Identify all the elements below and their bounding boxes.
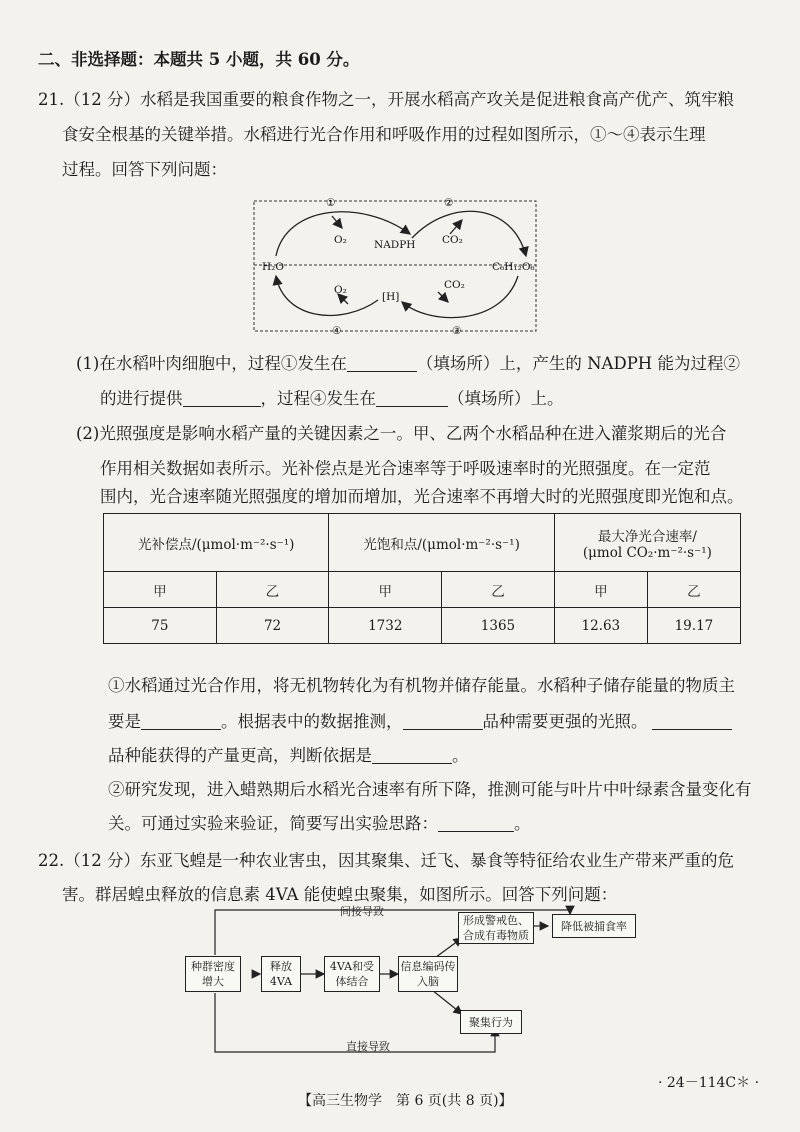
- q21-intro-line1: 21.（12 分）水稻是我国重要的粮食作物之一，开展水稻高产攻关是促进粮食高产优产、筑牢粮: [38, 90, 734, 109]
- q21-sub2-line3: 围内，光合速率随光照强度的增加而增加，光合速率不再增大时的光照强度即光饱和点。: [100, 487, 744, 506]
- box-aggregation-behavior: 聚集行为: [460, 1010, 522, 1034]
- header-max-rate: 最大净光合速率/ (μmol CO₂·m⁻²·s⁻¹): [554, 514, 740, 572]
- answer-blank-experiment-design[interactable]: [438, 815, 514, 833]
- box-signal-to-brain: 信息编码传入脑: [398, 956, 458, 992]
- arrow-process-2: [412, 211, 526, 256]
- q21-intro-line2: 食安全根基的关键举措。水稻进行光合作用和呼吸作用的过程如图所示，①～④表示生理: [62, 125, 706, 144]
- q21-sub1-line1: (1)在水稻叶肉细胞中，过程①发生在 （填场所）上，产生的 NADPH 能为过程②: [76, 354, 740, 373]
- box-4va-receptor-binding: 4VA和受体结合: [324, 956, 380, 992]
- table-cell: 75: [104, 608, 217, 644]
- light-data-table: [103, 513, 741, 644]
- table-variety-row: [104, 572, 741, 608]
- indirect-label: 间接导致: [340, 905, 384, 918]
- table-cell: 19.17: [647, 608, 740, 644]
- page-footer: 【高三生物学 第 6 页(共 8 页)】: [298, 1093, 513, 1109]
- answer-blank-storage-substance[interactable]: [141, 713, 221, 731]
- header-saturation: 光饱和点/(μmol·m⁻²·s⁻¹): [329, 514, 554, 572]
- table-cell: 甲: [104, 572, 217, 608]
- answer-blank-process1-site[interactable]: [347, 355, 417, 373]
- paper-code: · 24－114C＊ ·: [658, 1075, 760, 1091]
- label-co2-top: CO₂: [442, 234, 463, 246]
- direct-label: 直接导致: [346, 1040, 390, 1053]
- label-o2-bottom: O₂: [334, 284, 347, 296]
- table-cell: 1365: [442, 608, 555, 644]
- q21-sub2-line1: (2)光照强度是影响水稻产量的关键因素之一。甲、乙两个水稻品种在进入灌浆期后的光合: [76, 424, 727, 443]
- answer-blank-process4-site[interactable]: [376, 390, 448, 408]
- answer-blank-strong-light-variety[interactable]: [403, 713, 483, 731]
- q21-sub1-line2: 的进行提供 ，过程④发生在 （填场所）上。: [100, 389, 564, 408]
- table-cell: 乙: [647, 572, 740, 608]
- box-population-density: 种群密度增大: [185, 956, 241, 992]
- box-release-4va: 释放4VA: [261, 956, 301, 992]
- q21-sub2-q1-line3: 品种能获得的产量更高，判断依据是 。: [108, 746, 469, 765]
- label-h: [H]: [382, 291, 400, 303]
- label-h2o: H₂O: [262, 261, 284, 273]
- q21-sub2-q1-line2: 要是 。根据表中的数据推测， 品种需要更强的光照。: [108, 708, 732, 732]
- label-nadph: NADPH: [374, 239, 416, 251]
- q21-sub2-q2-line1: ②研究发现，进入蜡熟期后水稻光合速率有所下降，推测可能与叶片中叶绿素含量变化有: [108, 780, 752, 799]
- table-cell: 乙: [442, 572, 555, 608]
- q21-intro-line3: 过程。回答下列问题：: [62, 160, 227, 179]
- label-process-2: ②: [444, 197, 454, 209]
- section-heading: 二、非选择题：本题共 5 小题，共 60 分。: [38, 50, 360, 69]
- header-compensation: 光补偿点/(μmol·m⁻²·s⁻¹): [104, 514, 329, 572]
- arrow-co2-out: [438, 292, 448, 302]
- q21-sub2-line2: 作用相关数据如表所示。光补偿点是光合速率等于呼吸速率时的光照强度。在一定范: [100, 459, 711, 478]
- table-cell: 乙: [216, 572, 329, 608]
- table-cell: 72: [216, 608, 329, 644]
- answer-blank-judgment-basis[interactable]: [372, 747, 452, 765]
- label-process-3: ③: [452, 325, 462, 337]
- label-process-4: ④: [332, 325, 342, 337]
- arrow-signal-aggregation: [432, 990, 462, 1014]
- label-glucose: C₆H₁₂O₆: [492, 261, 535, 273]
- box-warning-coloration: 形成警戒色、合成有毒物质: [458, 912, 534, 944]
- label-co2-bottom: CO₂: [444, 279, 465, 291]
- table-header-row: [104, 514, 741, 572]
- table-value-row: [104, 608, 741, 644]
- box-reduce-predation: 降低被捕食率: [552, 914, 636, 938]
- label-o2-top: O₂: [334, 234, 347, 246]
- q22-intro-line1: 22.（12 分）东亚飞蝗是一种农业害虫，因其聚集、迁飞、暴食等特征给农业生产带来严重的危: [38, 851, 734, 870]
- photosynthesis-respiration-diagram: [240, 188, 550, 340]
- answer-blank-nadph-provides[interactable]: [183, 390, 261, 408]
- arrow-process-4: [276, 276, 378, 315]
- table-cell: 甲: [554, 572, 647, 608]
- table-cell: 甲: [329, 572, 442, 608]
- table-cell: 12.63: [554, 608, 647, 644]
- arrow-co2-in: [450, 220, 462, 234]
- label-process-1: ①: [326, 197, 336, 209]
- table-cell: 1732: [329, 608, 442, 644]
- q21-sub2-q1-line1: ①水稻通过光合作用，将无机物转化为有机物并储存能量。水稻种子储存能量的物质主: [108, 676, 735, 695]
- answer-blank-high-yield-variety[interactable]: [652, 713, 732, 731]
- q21-sub2-q2-line2: 关。可通过实验来验证，简要写出实验思路： 。: [108, 814, 531, 833]
- q22-intro-line2: 害。群居蝗虫释放的信息素 4VA 能使蝗虫聚集，如图所示。回答下列问题：: [62, 885, 618, 904]
- arrow-o2-release: [332, 216, 342, 228]
